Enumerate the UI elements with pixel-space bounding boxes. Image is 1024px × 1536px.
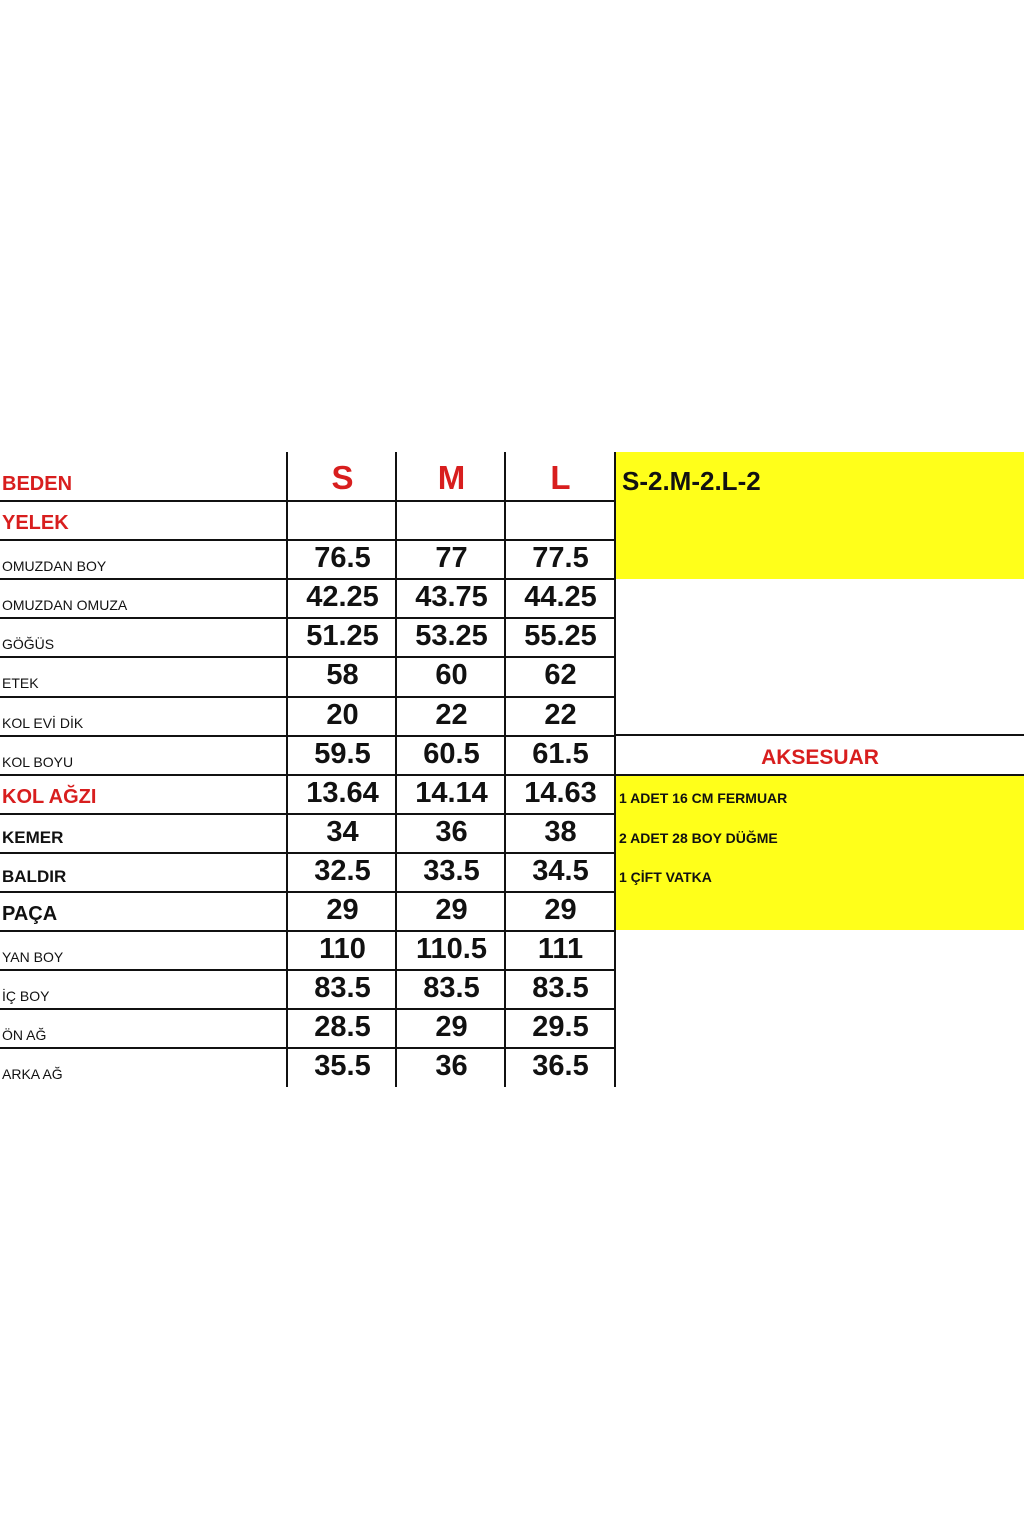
row-label: KOL BOYU — [2, 753, 74, 770]
row-label: ETEK — [2, 675, 39, 692]
size-value-cell: 62 — [544, 659, 577, 692]
size-value-cell — [397, 500, 506, 539]
size-value-cell: 83.5 — [532, 972, 589, 1005]
size-value-cell: 44.25 — [524, 581, 597, 614]
panel-divider — [616, 774, 1024, 776]
size-value-cell: 60 — [435, 659, 468, 692]
size-header-l: L — [550, 459, 571, 496]
row-label: BALDIR — [2, 866, 67, 886]
size-header-m: M — [437, 459, 466, 496]
row-label: PAÇA — [2, 903, 58, 925]
size-value-cell: 28.5 — [314, 1011, 371, 1044]
size-value-cell: 77 — [435, 542, 468, 575]
size-value-cell: 38 — [544, 815, 577, 848]
size-value-cell: 77.5 — [532, 542, 589, 575]
row-label: KOL EVİ DİK — [2, 714, 84, 731]
size-value-cell: 110.5 — [416, 933, 487, 966]
size-value-cell: 13.64 — [306, 776, 379, 809]
size-value-cell: 36.5 — [532, 1050, 589, 1083]
size-value-cell: 60.5 — [423, 737, 480, 770]
size-value-cell — [506, 500, 615, 539]
size-value-cell: 42.25 — [306, 581, 379, 614]
size-value-cell: 59.5 — [314, 737, 371, 770]
size-value-cell: 83.5 — [314, 972, 371, 1005]
row-label: OMUZDAN BOY — [2, 558, 107, 575]
size-value-cell: 110 — [319, 933, 366, 966]
row-label: OMUZDAN OMUZA — [2, 597, 128, 614]
accessory-item: 1 ÇİFT VATKA — [619, 869, 712, 885]
size-value-cell: 61.5 — [532, 737, 589, 770]
size-value-cell: 51.25 — [306, 620, 379, 653]
size-value-cell: 111 — [537, 933, 584, 966]
size-ratio-text: S-2.M-2.L-2 — [622, 466, 761, 496]
accessory-title: AKSESUAR — [761, 746, 879, 769]
size-value-cell: 43.75 — [415, 581, 488, 614]
size-value-cell: 35.5 — [314, 1050, 371, 1083]
size-value-cell: 22 — [435, 698, 468, 731]
size-value-cell: 29.5 — [532, 1011, 589, 1044]
size-value-cell: 34.5 — [532, 854, 589, 887]
row-label: ÖN AĞ — [2, 1027, 47, 1044]
size-value-cell: 22 — [544, 698, 577, 731]
row-label: ARKA AĞ — [2, 1066, 63, 1083]
size-value-cell: 55.25 — [524, 620, 597, 653]
size-chart — [0, 452, 1024, 1084]
size-value-cell: 29 — [435, 894, 468, 926]
row-label: KOL AĞZI — [2, 785, 97, 808]
row-label: YELEK — [2, 512, 69, 534]
size-value-cell: 14.14 — [415, 776, 488, 809]
row-label: KEMER — [2, 827, 64, 847]
size-value-cell: 34 — [326, 815, 359, 848]
panel-divider — [616, 734, 1024, 736]
size-value-cell: 32.5 — [314, 854, 371, 887]
size-value-cell: 58 — [326, 659, 359, 692]
size-value-cell: 36 — [435, 1050, 468, 1083]
size-header-s: S — [331, 459, 354, 496]
size-value-cell: 83.5 — [423, 972, 480, 1005]
accessory-item: 1 ADET 16 CM FERMUAR — [619, 790, 788, 806]
row-label: GÖĞÜS — [2, 636, 55, 653]
size-value-cell — [288, 500, 397, 539]
header-label: BEDEN — [2, 473, 73, 495]
size-value-cell: 20 — [326, 698, 359, 731]
size-value-cell: 29 — [435, 1011, 468, 1044]
size-value-cell: 53.25 — [415, 620, 488, 653]
accessory-item: 2 ADET 28 BOY DÜĞME — [619, 830, 778, 846]
size-value-cell: 14.63 — [524, 776, 597, 809]
size-value-cell: 33.5 — [423, 854, 480, 887]
size-value-cell: 29 — [326, 894, 359, 926]
size-value-cell: 29 — [544, 894, 577, 926]
size-value-cell: 76.5 — [314, 542, 371, 575]
size-value-cell: 36 — [435, 815, 468, 848]
row-label: YAN BOY — [2, 949, 64, 966]
row-label: İÇ BOY — [2, 988, 50, 1005]
